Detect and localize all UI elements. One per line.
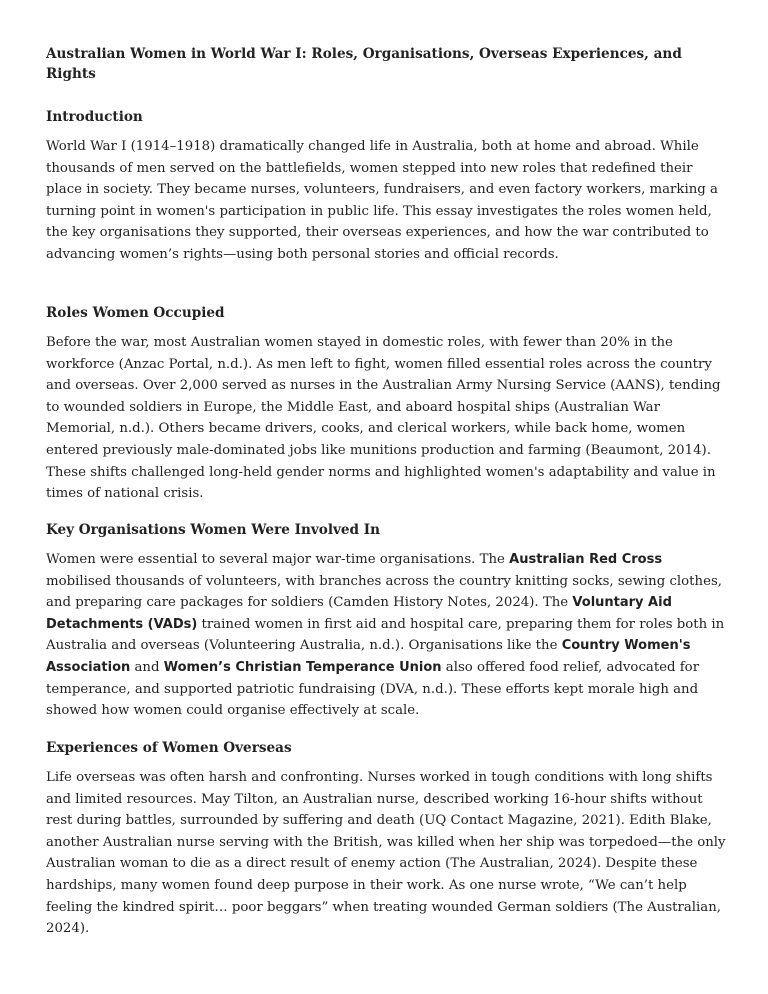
section-heading-roles: Roles Women Occupied bbox=[46, 305, 225, 321]
organisations-text-3: trained women in first aid and hospital care, preparing them for roles both in Australia and overseas (Volunteering Australia, n.d.). Organisations like the bbox=[46, 616, 725, 654]
section-organisations bbox=[46, 520, 726, 722]
organisations-text-2: mobilised thousands of volunteers, with branches across the country knitting socks, sewing clothes, and preparing care packages for soldiers (Camden History Notes, 2024). The bbox=[46, 573, 723, 611]
org-vads: Voluntary Aid Detachments (VADs) bbox=[46, 595, 672, 632]
organisations-text-5: also offered food relief, advocated for temperance, and supported patriotic fundraising (DVA, n.d.). These efforts kept morale high and showed how women could organise effectively at scale. bbox=[46, 659, 700, 719]
org-red-cross: Australian Red Cross bbox=[509, 552, 663, 567]
organisations-paragraph bbox=[46, 549, 726, 722]
section-heading-organisations: Key Organisations Women Were Involved In bbox=[46, 522, 381, 538]
introduction-paragraph: World War I (1914–1918) dramatically changed life in Australia, both at home and abroad. While thousands of men served on the battlefields, women stepped into new roles that redefined their place in society. They became nurses, volunteers, fundraisers, and even factory workers, marking a turning point in women's participation in public life. This essay investigates the roles women held, the key organisations they supported, their overseas experiences, and how the war contributed to advancing women’s rights—using both personal stories and official records. bbox=[46, 139, 718, 262]
organisations-text-4: and bbox=[130, 659, 164, 675]
organisations-text-1: Women were essential to several major war-time organisations. The bbox=[46, 552, 510, 567]
org-wctu: Women’s Christian Temperance Union bbox=[163, 659, 442, 675]
org-cwa: Country Women's Association bbox=[46, 638, 691, 675]
section-heading-overseas: Experiences of Women Overseas bbox=[46, 740, 292, 756]
section-heading-introduction: Introduction bbox=[46, 109, 143, 125]
section-roles bbox=[46, 303, 726, 505]
section-introduction bbox=[46, 107, 726, 266]
roles-paragraph: Before the war, most Australian women stayed in domestic roles, with fewer than 20% in the workforce (Anzac Portal, n.d.). As men left to fight, women filled essential roles across the country and overseas. Over 2,000 served as nurses in the Australian Army Nursing Service (AANS), tending to wounded soldiers in Europe, the Middle East, and aboard hospital ships (Australian War Memorial, n.d.). Others became drivers, cooks, and clerical workers, while back home, women entered previously male-dominated jobs like munitions production and farming (Beaumont, 2014). These shifts challenged long-held gender norms and highlighted women's adaptability and value in times of national crisis. bbox=[46, 335, 721, 502]
overseas-paragraph: Life overseas was often harsh and confronting. Nurses worked in tough conditions with long shifts and limited resources. May Tilton, an Australian nurse, described working 16-hour shifts without rest during battles, surrounded by suffering and death (UQ Contact Magazine, 2021). Edith Blake, another Australian nurse serving with the British, was killed when her ship was torpedoed—the only Australian woman to die as a direct result of enemy action (The Australian, 2024). Despite these hardships, many women found deep purpose in their work. As one nurse wrote, “We can’t help feeling the kindred spirit… poor beggars” when treating wounded German soldiers (The Australian, 2024). bbox=[46, 770, 726, 937]
document-title: Australian Women in World War I: Roles, Organisations, Overseas Experiences, and Rights bbox=[46, 46, 682, 82]
section-overseas bbox=[46, 738, 726, 940]
